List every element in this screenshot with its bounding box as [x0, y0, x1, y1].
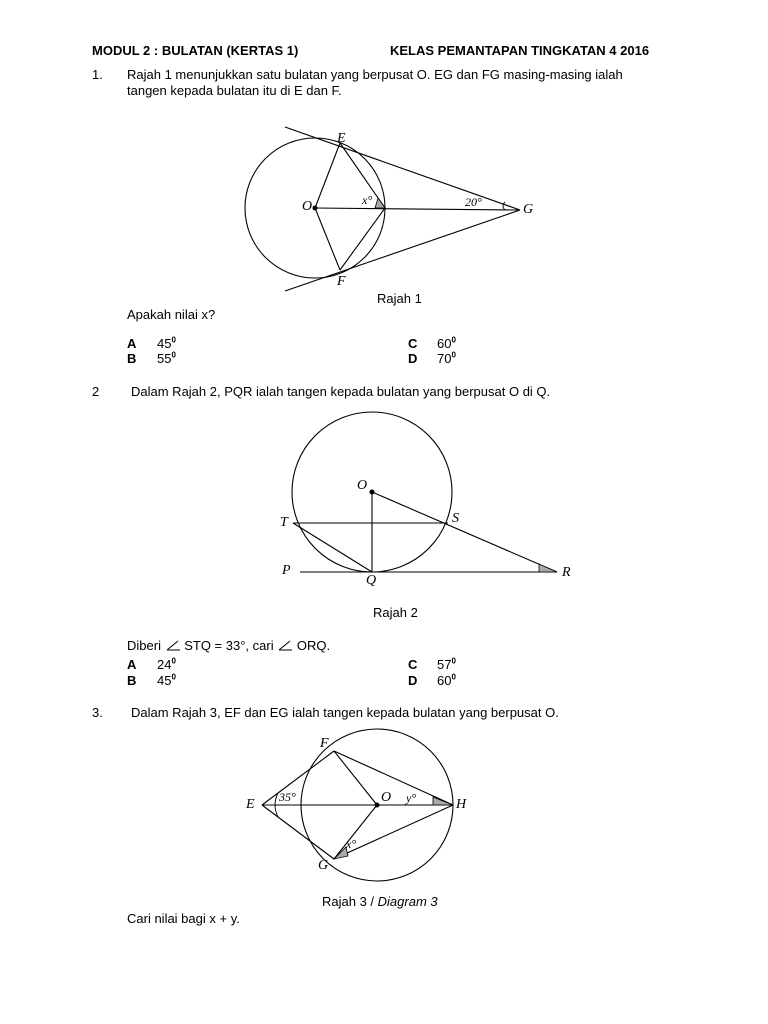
diagram-3-center-dot	[375, 803, 379, 807]
question-2-prompt: Diberi STQ = 33°, cari ORQ.	[127, 638, 331, 653]
question-2-option-c-value: $57^0$	[437, 656, 456, 672]
question-3-prompt: Cari nilai bagi x + y.	[127, 911, 240, 926]
question-1-option-a-value: $45^0$	[157, 335, 176, 351]
diagram-2-label-o: O	[357, 478, 368, 493]
diagram-2-label-r: R	[562, 565, 571, 580]
diagram-3-tangent-ef	[262, 751, 334, 805]
diagram-1-label-e: E	[337, 131, 346, 146]
diagram-2-label-q: Q	[366, 573, 377, 588]
question-1-option-b: B	[127, 351, 137, 366]
diagram-3-radius-of	[334, 751, 377, 805]
question-1-option-c: C	[408, 336, 418, 351]
diagram-1-label-f: F	[337, 274, 346, 289]
diagram-1-label-o: O	[302, 199, 313, 214]
question-1-option-c-value: $60^0$	[437, 335, 456, 351]
diagram-3-angle-y-marker	[433, 797, 453, 805]
question-3-text: Dalam Rajah 3, EF dan EG ialah tangen kepada bulatan yang berpusat O.	[131, 705, 559, 720]
diagram-3-label-e: E	[246, 797, 255, 812]
question-1-text-line1: Rajah 1 menunjukkan satu bulatan yang berpusat O. EG dan FG masing-masing ialah	[127, 67, 623, 82]
diagram-1-label-g: G	[523, 202, 534, 217]
diagram-2-label-p: P	[282, 563, 291, 578]
diagram-2-label-t: T	[280, 515, 288, 530]
question-2-option-b-value: $45^0$	[157, 672, 176, 688]
question-2-option-b: B	[127, 673, 137, 688]
diagram-2-label-s: S	[452, 511, 459, 526]
diagram-3-label-o: O	[381, 790, 392, 805]
header-right: KELAS PEMANTAPAN TINGKATAN 4 2016	[390, 43, 650, 58]
header-left: MODUL 2 : BULATAN (KERTAS 1)	[92, 43, 299, 58]
diagram-3-label-f: F	[320, 736, 329, 751]
question-1-option-b-value: $55^0$	[157, 350, 176, 366]
question-1-option-d-value: $70^0$	[437, 350, 456, 366]
question-3-number: 3.	[92, 705, 103, 720]
question-2-option-a-value: $24^0$	[157, 656, 176, 672]
diagram-3-caption: Rajah 3 / Diagram 3	[322, 894, 438, 909]
question-2-option-d: D	[408, 673, 418, 688]
question-1-prompt: Apakah nilai x?	[127, 307, 216, 322]
question-2-option-d-value: $60^0$	[437, 672, 456, 688]
diagram-3-label-g: G	[318, 858, 329, 873]
question-2-text: Dalam Rajah 2, PQR ialah tangen kepada bulatan yang berpusat O di Q.	[131, 384, 551, 399]
question-1-option-a: A	[127, 336, 137, 351]
diagram-3-label-angle: 35°	[279, 790, 296, 804]
diagram-1-caption: Rajah 1	[377, 291, 422, 306]
diagram-3-label-y: y°	[406, 791, 417, 805]
diagram-3-label-h: H	[456, 797, 467, 812]
diagram-1-label-x: x°	[362, 193, 373, 207]
question-2-number: 2	[92, 384, 100, 399]
diagram-3-label-x: x°	[346, 837, 357, 851]
question-1-option-d: D	[408, 351, 418, 366]
diagram-1-label-angle: 20°	[465, 195, 482, 209]
question-1-number: 1.	[92, 67, 103, 82]
question-1-text-line2: tangen kepada bulatan itu di E dan F.	[127, 83, 342, 98]
question-2-option-c: C	[408, 657, 418, 672]
diagram-2-caption: Rajah 2	[373, 605, 418, 620]
diagram-3-tangent-eg	[262, 805, 334, 859]
diagram-3-chord-fh	[334, 751, 453, 805]
question-2-option-a: A	[127, 657, 137, 672]
